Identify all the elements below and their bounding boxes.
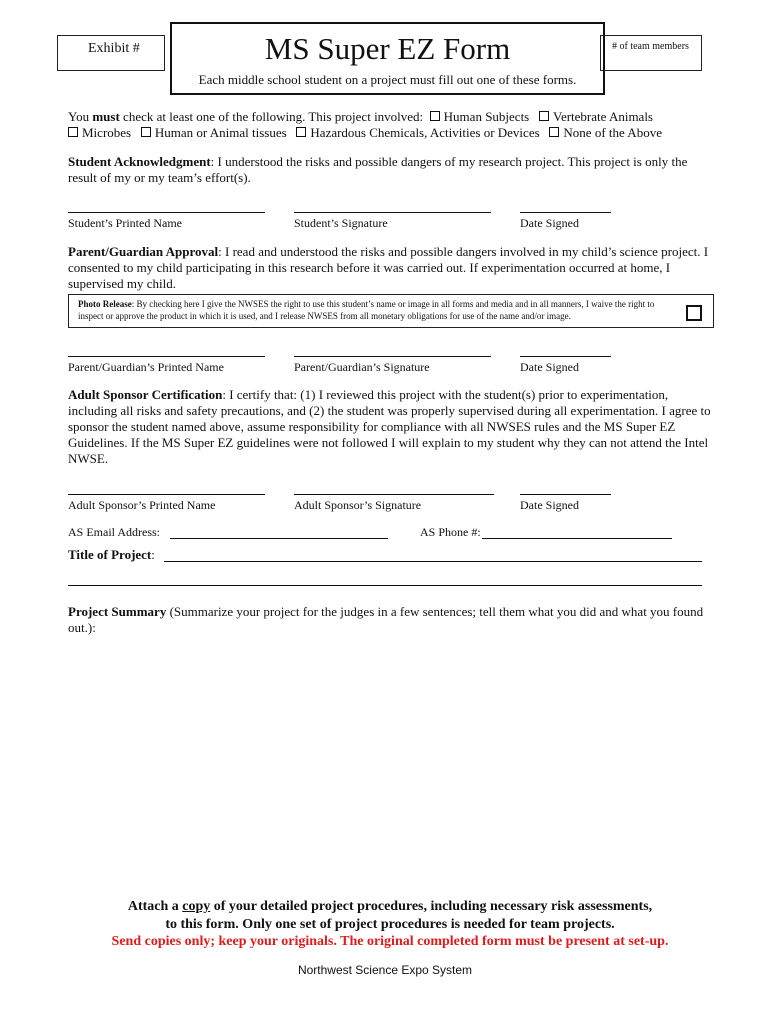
photo-release-heading: Photo Release [78,299,132,309]
project-summary-heading: Project Summary [68,604,167,619]
student-signature-label: Student’s Signature [294,216,388,230]
student-name-label: Student’s Printed Name [68,216,182,230]
project-title-label: Title of Project: [68,547,155,562]
sponsor-name-line[interactable] [68,494,265,495]
form-title: MS Super EZ Form [264,31,511,66]
parent-name-line[interactable] [68,356,265,357]
involvement-line-2: Microbes Human or Animal tissues Hazardous Chemicals, Activities or Devices None of the Above [68,125,748,141]
project-summary: Project Summary (Summarize your project for the judges in a few sentences; tell them what you did and what you found out.): [68,604,704,635]
parent-name-label: Parent/Guardian’s Printed Name [68,360,224,374]
form-subtitle: Each middle school student on a project must fill out one of these forms. [198,72,577,87]
attach-instructions-line-1: Attach a copy of your detailed project procedures, including necessary risk assessments, [127,899,653,914]
sponsor-name-label: Adult Sponsor’s Printed Name [68,498,216,512]
sponsor-signature-label: Adult Sponsor’s Signature [294,498,422,512]
checkbox-human-subjects[interactable] [430,111,440,121]
sponsor-heading: Adult Sponsor Certification [68,387,223,402]
copy-emphasis: copy [182,899,211,914]
sponsor-phone-field[interactable] [482,538,672,539]
originals-warning: Send copies only; keep your originals. The original completed form must be present at set-up. [111,934,669,949]
student-date-line[interactable] [520,212,611,213]
sponsor-date-line[interactable] [520,494,611,495]
form-title-box [170,22,605,95]
must-emphasis: must [92,109,120,124]
parent-date-label: Date Signed [520,360,579,374]
student-date-label: Date Signed [520,216,579,230]
project-summary-area[interactable] [68,642,714,882]
sponsor-email-label: AS Email Address: [68,525,160,539]
attach-instructions-line-2: to this form. Only one set of project procedures is needed for team projects. [165,917,615,932]
checkbox-vertebrate-animals[interactable] [539,111,549,121]
student-acknowledgment: Student Acknowledgment: I understood the risks and possible dangers of my research project. This project is only the result of my or my team’s effort(s). [68,154,688,185]
footer-organization: Northwest Science Expo System [297,963,473,977]
exhibit-label: Exhibit # [88,41,140,56]
checkbox-microbes[interactable] [68,127,78,137]
adult-sponsor-certification: Adult Sponsor Certification: I certify that: (1) I reviewed this project with the student(s) prior to experimentation, including all risks and safety precautions, and (2) the student was properly supervised during all experimentation. I agree to sponsor the student named above, assume responsibility for compliance with all NWSES rules and the MS Super EZ Guidelines. If the MS Super EZ guidelines were not followed I will explain to my student why they can not attend the Intel NWSE. [68,387,711,466]
sponsor-signature-line[interactable] [294,494,494,495]
checkbox-none-of-above[interactable] [549,127,559,137]
student-name-line[interactable] [68,212,265,213]
photo-release-box: Photo Release: By checking here I give the NWSES the right to use this student’s name or image in all forms and media and in all manners, I waive the right to inspect or approve the product in which it is used, and I release NWSES from all monetary obligations for use of the name and/or image. [68,294,714,328]
sponsor-date-label: Date Signed [520,498,579,512]
team-members-box[interactable] [600,35,702,71]
sponsor-email-field[interactable] [170,538,388,539]
parent-signature-label: Parent/Guardian’s Signature [294,360,430,374]
parent-approval-heading: Parent/Guardian Approval [68,244,219,259]
involvement-intro: check at least one of the following. This project involved: [119,109,424,124]
photo-release-checkbox[interactable] [686,305,702,321]
parent-approval: Parent/Guardian Approval: I read and understood the risks and possible dangers involved in my child’s science project. I consented to my child participating in this research before it was carried out. If experimentation occurred at home, I supervised my child. [68,244,709,291]
involvement-line-1: You must check at least one of the following. This project involved: Human Subjects Vertebrate Animals [68,109,653,124]
project-title-field[interactable] [164,561,702,562]
checkbox-hazardous-chemicals[interactable] [296,127,306,137]
parent-signature-line[interactable] [294,356,491,357]
project-title-field-line-2[interactable] [68,585,702,586]
team-members-label: # of team members [612,41,689,52]
checkbox-human-animal-tissues[interactable] [141,127,151,137]
parent-date-line[interactable] [520,356,611,357]
sponsor-phone-label: AS Phone #: [420,525,481,539]
exhibit-number-box[interactable] [57,35,165,71]
student-signature-line[interactable] [294,212,491,213]
student-ack-heading: Student Acknowledgment [68,154,211,169]
